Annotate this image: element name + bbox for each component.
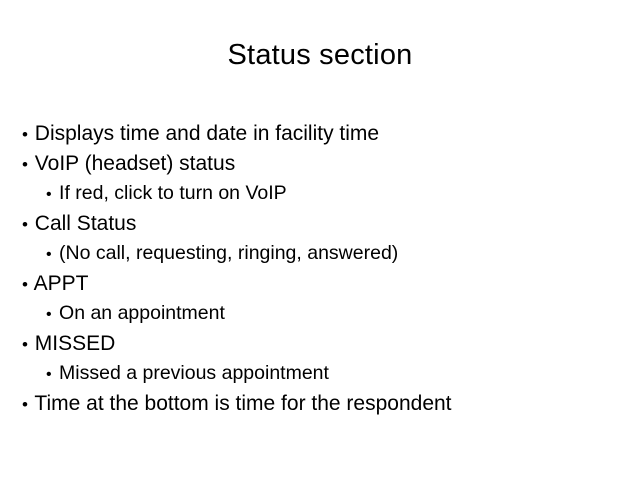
list-item (22, 239, 622, 270)
list-item (22, 390, 622, 420)
list-item (22, 120, 622, 150)
list-item (22, 270, 622, 300)
list-item-label: Displays time and date in facility time (34, 122, 380, 145)
bullet-icon: • (22, 154, 28, 174)
list-item-label: APPT (33, 271, 89, 295)
list-item (22, 179, 622, 210)
bullet-icon: • (22, 125, 28, 144)
list-item (22, 330, 622, 360)
bullet-icon: • (22, 394, 28, 414)
bullet-list (22, 120, 622, 419)
list-item-label: VoIP (headset) status (34, 151, 236, 175)
list-item-label: Call Status (34, 211, 137, 235)
list-item (22, 150, 622, 180)
bullet-icon: • (46, 246, 52, 263)
list-item-label: Missed a previous appointment (59, 362, 329, 384)
list-item-label: (No call, requesting, ringing, answered) (59, 242, 399, 264)
list-item-label: On an appointment (59, 302, 225, 324)
bullet-icon: • (22, 214, 28, 234)
bullet-icon: • (22, 274, 28, 294)
list-item (22, 359, 622, 390)
bullet-icon: • (46, 186, 52, 203)
list-item (22, 299, 622, 330)
bullet-icon: • (46, 306, 52, 323)
list-item-label: Time at the bottom is time for the respondent (34, 391, 452, 415)
list-item-label: MISSED (34, 331, 116, 355)
page-title: Status section (227, 39, 413, 71)
bullet-icon: • (22, 334, 28, 354)
list-item-label: If red, click to turn on VoIP (59, 182, 287, 204)
bullet-icon: • (46, 366, 52, 383)
list-item (22, 210, 622, 240)
